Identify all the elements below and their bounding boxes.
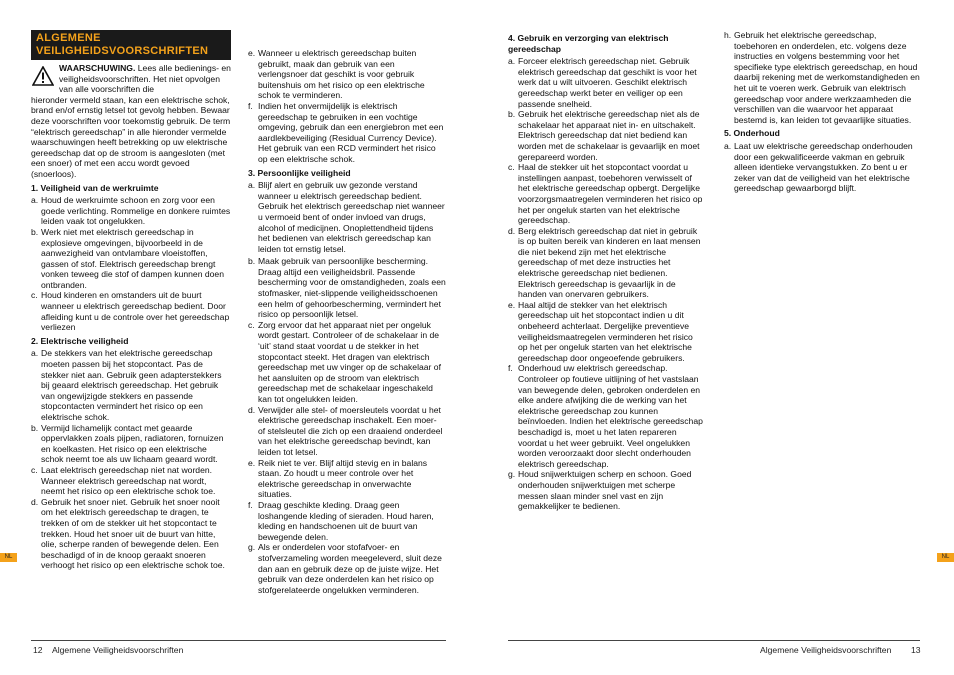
list-item: a. Houd de werkruimte schoon en zorg voor een goede verlichting. Rommelige en donkere ruimtes leiden vaak tot ongelukken. (31, 195, 231, 227)
section-1-title: 1. Veiligheid van de werkruimte (31, 182, 159, 193)
warning-text-tail: hieronder vermeld staan, kan een elektrische schok, brand en/of ernstig letsel tot gevolg hebben. Bewaar deze voorschriften voor toekomstig gebruik. De term “elektrisch gereedschap” in alle hieronder vermelde waarschuwingen heeft betrekking op uw elektrische gereedschap dat op de stroom is aangesloten (met een snoer) of met een accu wordt gevoed (snoerloos). (31, 94, 231, 179)
column-1 (31, 30, 231, 571)
warning-label: WAARSCHUWING. (59, 63, 136, 73)
list-item: c. Laat elektrisch gereedschap niet nat worden. Wanneer elektrisch gereedschap nat wordt, neemt het risico op een elektrische schok toe. (31, 464, 216, 497)
section-2-title: 2. Elektrische veiligheid (31, 335, 129, 346)
warning-block (31, 63, 231, 180)
list-item: b. Vermijd lichamelijk contact met geaarde oppervlakken zoals pijpen, radiatoren, fornuizen en koelkasten. Het risico op een elektrische schok neemt toe als uw lichaam geaard wordt. (31, 422, 224, 465)
list-item: c. Haal de stekker uit het stopcontact voordat u instellingen aanpast, toebehoren verwisselt of het elektrische gereedschap opbergt. Dergelijke voorzorgsmaatregelen verminderen het risico op het per ongeluk starten van het elektrische gereedschap. (508, 162, 703, 226)
warning-text: Lees alle bedienings- en veiligheidsvoorschriften. Het niet opvolgen van alle voorschriften die (59, 63, 231, 95)
list-item: f. Draag geschikte kleding. Draag geen loshangende kleding of sieraden. Houd haren, kleding en handschoenen uit de buurt van bewegende delen. (248, 499, 434, 542)
section-3-title: 3. Persoonlijke veiligheid (248, 167, 351, 178)
list-item: g. Houd snijwerktuigen scherp en schoon. Goed onderhouden snijwerktuigen met scherpe messen slaan minder snel vast en zijn gemakkelijker te bedienen. (508, 469, 692, 512)
footer-title-right: Algemene Veiligheidsvoorschriften (760, 645, 892, 655)
list-item: b. Gebruik het elektrische gereedschap niet als de schakelaar het apparaat niet in- en uitschakelt. Elektrisch gereedschap dat niet bediend kan worden met de schakelaar is gevaarlijk en moet gerepareerd worden. (508, 109, 700, 162)
list-item: b. Werk niet met elektrisch gereedschap in explosieve omgevingen, bijvoorbeeld in de aanwezigheid van ontvlambare vloeistoffen, gassen of stof. Elektrisch gereedschap brengt vonken teweeg die stof of dampen kunnen doen ontbranden. (31, 226, 224, 290)
list-item: e. Haal altijd de stekker van het elektrisch gereedschap uit het stopcontact indien u dit onbeheerd achterlaat. Dergelijke preventieve veiligheidsmaatregelen verminderen het risico op het per ongeluk starten van het elektrische gereedschap door ongeoefende gebruikers. (508, 299, 693, 363)
column-2 (248, 48, 446, 595)
page-number-right: 13 (911, 645, 921, 655)
column-4 (724, 30, 920, 194)
list-item: d. Verwijder alle stel- of moersleutels voordat u het elektrische gereedschap inschakelt. Een moer- of stelsleutel die zich op een draaiend onderdeel van het elektrische gereedschap bevindt, kan leiden tot letsel. (248, 404, 443, 457)
section-5-title: 5. Onderhoud (724, 128, 780, 139)
list-item: e. Wanneer u elektrisch gereedschap buiten gebruikt, maak dan gebruik van een verlengsnoer dat geschikt is voor gebruik buitenshuis om het risico op een elektrische schok te verminderen. (248, 48, 425, 101)
list-item: d. Gebruik het snoer niet. Gebruik het snoer nooit om het elektrisch gereedschap te dragen, te trekken of om de stekker uit het stopcontact te trekken. Houd het snoer uit de buurt van hitte, olie, scherpe randen of bewegende delen. Een beschadigd of in de knoop geraakt snoeren verhoogt het risico op een elektrische schok toe. (31, 496, 225, 571)
list-item: a. Laat uw elektrische gereedschap onderhouden door een gekwalificeerde vakman en gebruik alleen identieke vervangstukken. Zo bent u er zeker van dat de veiligheid van het elektrische gereedschap gewaarborgd blijft. (724, 140, 913, 194)
warning-triangle-icon (32, 66, 54, 86)
language-tab-right: NL (937, 553, 954, 562)
footer-title-left: Algemene Veiligheidsvoorschriften (52, 645, 184, 655)
section-4-title: 4. Gebruik en verzorging van elektrisch gereedschap (508, 33, 669, 54)
list-item: b. Maak gebruik van persoonlijke bescherming. Draag altijd een veiligheidsbril. Passende bescherming voor de omstandigheden, zoals een stofmasker, niet-slippende veiligheidsschoenen een helm of gehoorbescherming, vermindert het risico op persoonlijk letsel. (248, 256, 446, 320)
list-item: a. Forceer elektrisch gereedschap niet. Gebruik elektrisch gereedschap dat geschikt is voor het werk dat u wilt uitvoeren. Geschikt elektrisch gereedschap werkt beter en veiliger op een passende snelheid. (508, 56, 697, 109)
list-item: g. Als er onderdelen voor stofafvoer- en stofverzameling worden meegeleverd, sluit deze dan aan en gebruik deze op de juiste wijze. Het gebruik van deze onderdelen kan het risico op stofgerelateerde ongelukken verminderen. (248, 542, 442, 595)
list-item: h. Gebruik het elektrische gereedschap, toebehoren en onderdelen, etc. volgens deze instructies en volgens bestemming voor het specifieke type elektrisch gereedschap, en houd daarbij rekening met de werkomstandigheden en het uit te voeren werk. Gebruik van elektrisch gereedschap voor andere werkzaamheden die verschillen van die waarvoor het apparaat bestemd is, kan leiden tot gevaarlijke situaties. (724, 30, 920, 125)
list-item: c. Zorg ervoor dat het apparaat niet per ongeluk wordt gestart. Controleer of de schakelaar in de ‘uit’ stand staat voordat u de stekker in het stopcontact steekt. Het dragen van elektrisch gereedschap met uw vinger op de schakelaar of het aansluiten op de stroom van elektrisch gereedschap met de schakelaar ingeschakeld kan tot ongelukken leiden. (248, 319, 441, 404)
list-item: f. Indien het onvermijdelijk is elektrisch gereedschap te gebruiken in een vochtige omgeving, gebruik dan een energiebron met een aardlekbeveiliging (Residual Currency Device). Het gebruik van een RCD vermindert het risico op een elektrische schok. (248, 100, 444, 164)
section-banner: ALGEMENE VEILIGHEIDSVOORSCHRIFTEN (31, 30, 231, 60)
column-3 (508, 30, 704, 512)
list-item: f. Onderhoud uw elektrisch gereedschap. Controleer op foutieve uitlijning of het vastslaan van bewegende delen, gebroken onderdelen en elke andere afwijking die de werking van het elektrische gereedschap zou kunnen beïnvloeden. Indien het elektrische gereedschap beschadigd is, moet u het laten repareren voordat u het weer gebruikt. Veel ongelukken worden veroorzaakt door slecht onderhouden elektrisch gereedschap. (508, 363, 703, 469)
footer-divider-right (508, 640, 920, 641)
language-tab-left: NL (0, 553, 17, 562)
list-item: d. Berg elektrisch gereedschap dat niet in gebruik is op buiten bereik van kinderen en laat mensen die niet bekend zijn met het elektrische gereedschap of met deze instructies het elektrische gereedschap niet bedienen. Elektrisch gereedschap is gevaarlijk in de handen van onervaren gebruikers. (508, 225, 701, 300)
list-item: a. De stekkers van het elektrische gereedschap moeten passen bij het stopcontact. Pas de stekker niet aan. Gebruik geen adapterstekkers bij geaard elektrisch gereedschap. Het gebruik van ongewijzigde stekkers en passende stopcontacten vermindert het risico op een elektrische schok. (31, 348, 222, 422)
page-number-left: 12 (33, 645, 43, 655)
list-item: e. Reik niet te ver. Blijf altijd stevig en in balans staan. Zo houdt u meer controle over het elektrische gereedschap in onverwachte situaties. (248, 457, 428, 500)
list-item: c. Houd kinderen en omstanders uit de buurt wanneer u elektrisch gereedschap bedient. Door afleiding kunt u de controle over het gereedschap verliezen (31, 290, 230, 333)
list-item: a. Blijf alert en gebruik uw gezonde verstand wanneer u elektrisch gereedschap bedient. (248, 180, 422, 201)
footer-divider-left (31, 640, 446, 641)
paragraph: Gebruik het elektrisch gereedschap niet wanneer u vermoeid bent of onder invloed van drugs, alcohol of medicijnen. Onoplettendheid tijdens het bedienen van elektrisch gereedschap kan leiden tot ernstig letsel. (258, 201, 445, 254)
